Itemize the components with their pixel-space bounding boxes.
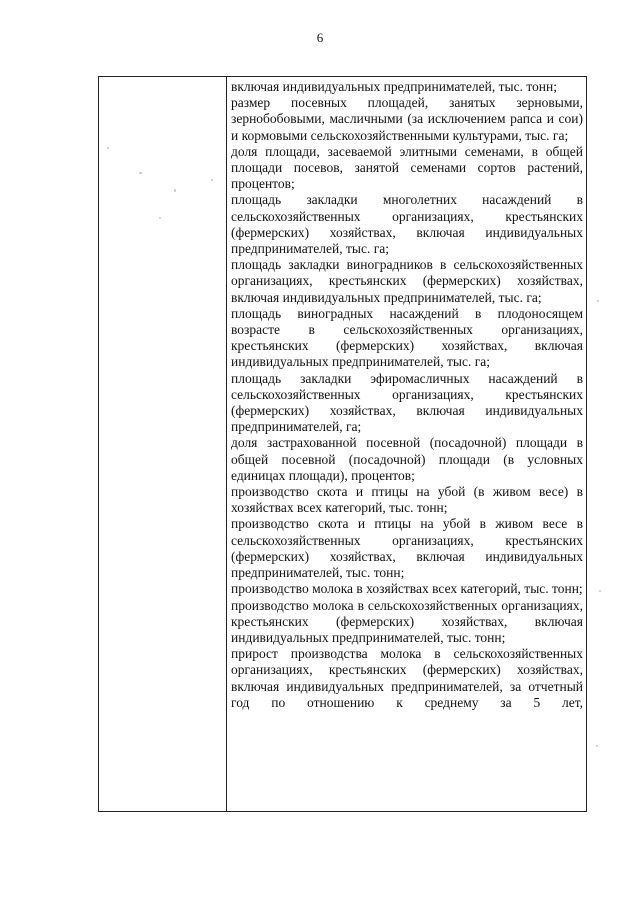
indicator-item: производство молока в хозяйствах всех категорий, тыс. тонн; — [231, 581, 583, 597]
page-number: 6 — [316, 30, 324, 45]
indicator-item: прирост производства молока в сельскохозяйственных организациях, крестьянских (фермерских) хозяйствах, включая индивидуальных предпринимателей, за отчетный год по отношению к среднему за 5 лет, — [231, 646, 583, 710]
indicator-item: включая индивидуальных предпринимателей, тыс. тонн; — [231, 79, 557, 94]
indicator-table — [98, 76, 587, 812]
indicator-item: доля площади, засеваемой элитными семенами, в общей площади посевов, занятой семенами сортов растений, процентов; — [231, 143, 583, 192]
indicator-item: производство молока в сельскохозяйственных организациях, крестьянских (фермерских) хозяйствах, включая индивидуальных предпринимателей, тыс. тонн; — [231, 597, 583, 645]
indicator-item: площадь закладки виноградников в сельскохозяйственных организациях, крестьянских (фермерских) хозяйствах, включая индивидуальных предпринимателей, тыс. га; — [231, 257, 583, 305]
indicator-item: размер посевных площадей, занятых зерновыми, зернобобовыми, масличными (за исключением рапса и сои) и кормовыми сельскохозяйственными культурами, тыс. га; — [231, 95, 583, 143]
scan-speck — [174, 189, 176, 192]
indicator-item: производство скота и птицы на убой в живом весе в сельскохозяйственных организациях, крестьянских (фермерских) хозяйствах, включая индивидуальных предпринимателей, тыс. тонн; — [231, 516, 583, 581]
scan-speck — [596, 745, 598, 747]
scan-speck — [597, 300, 599, 302]
indicator-item: производство скота и птицы на убой (в живом весе) в хозяйствах всех категорий, тыс. тонн; — [231, 484, 583, 516]
scan-speck — [139, 172, 142, 174]
table-right-column — [227, 77, 586, 811]
table-left-column — [99, 77, 227, 811]
indicator-item: площадь закладки эфиромасличных насаждений в сельскохозяйственных организациях, крестьянских (фермерских) хозяйствах, включая индивидуальных предпринимателей, га; — [231, 370, 583, 435]
indicator-item: площадь виноградных насаждений в плодоносящем возрасте в сельскохозяйственных организациях, крестьянских (фермерских) хозяйствах, включая индивидуальных предпринимателей, тыс. га; — [231, 305, 583, 370]
scan-speck — [159, 217, 161, 219]
scan-speck — [211, 179, 213, 181]
scan-speck — [107, 147, 109, 149]
indicator-item: доля застрахованной посевной (посадочной) площади в общей посевной (посадочной) площади (в условных единицах площади), процентов; — [231, 435, 583, 483]
scan-speck — [599, 590, 601, 592]
indicator-item: площадь закладки многолетних насаждений в сельскохозяйственных организациях, крестьянских (фермерских) хозяйствах, включая индивидуальных предпринимателей, тыс. га; — [231, 192, 583, 257]
